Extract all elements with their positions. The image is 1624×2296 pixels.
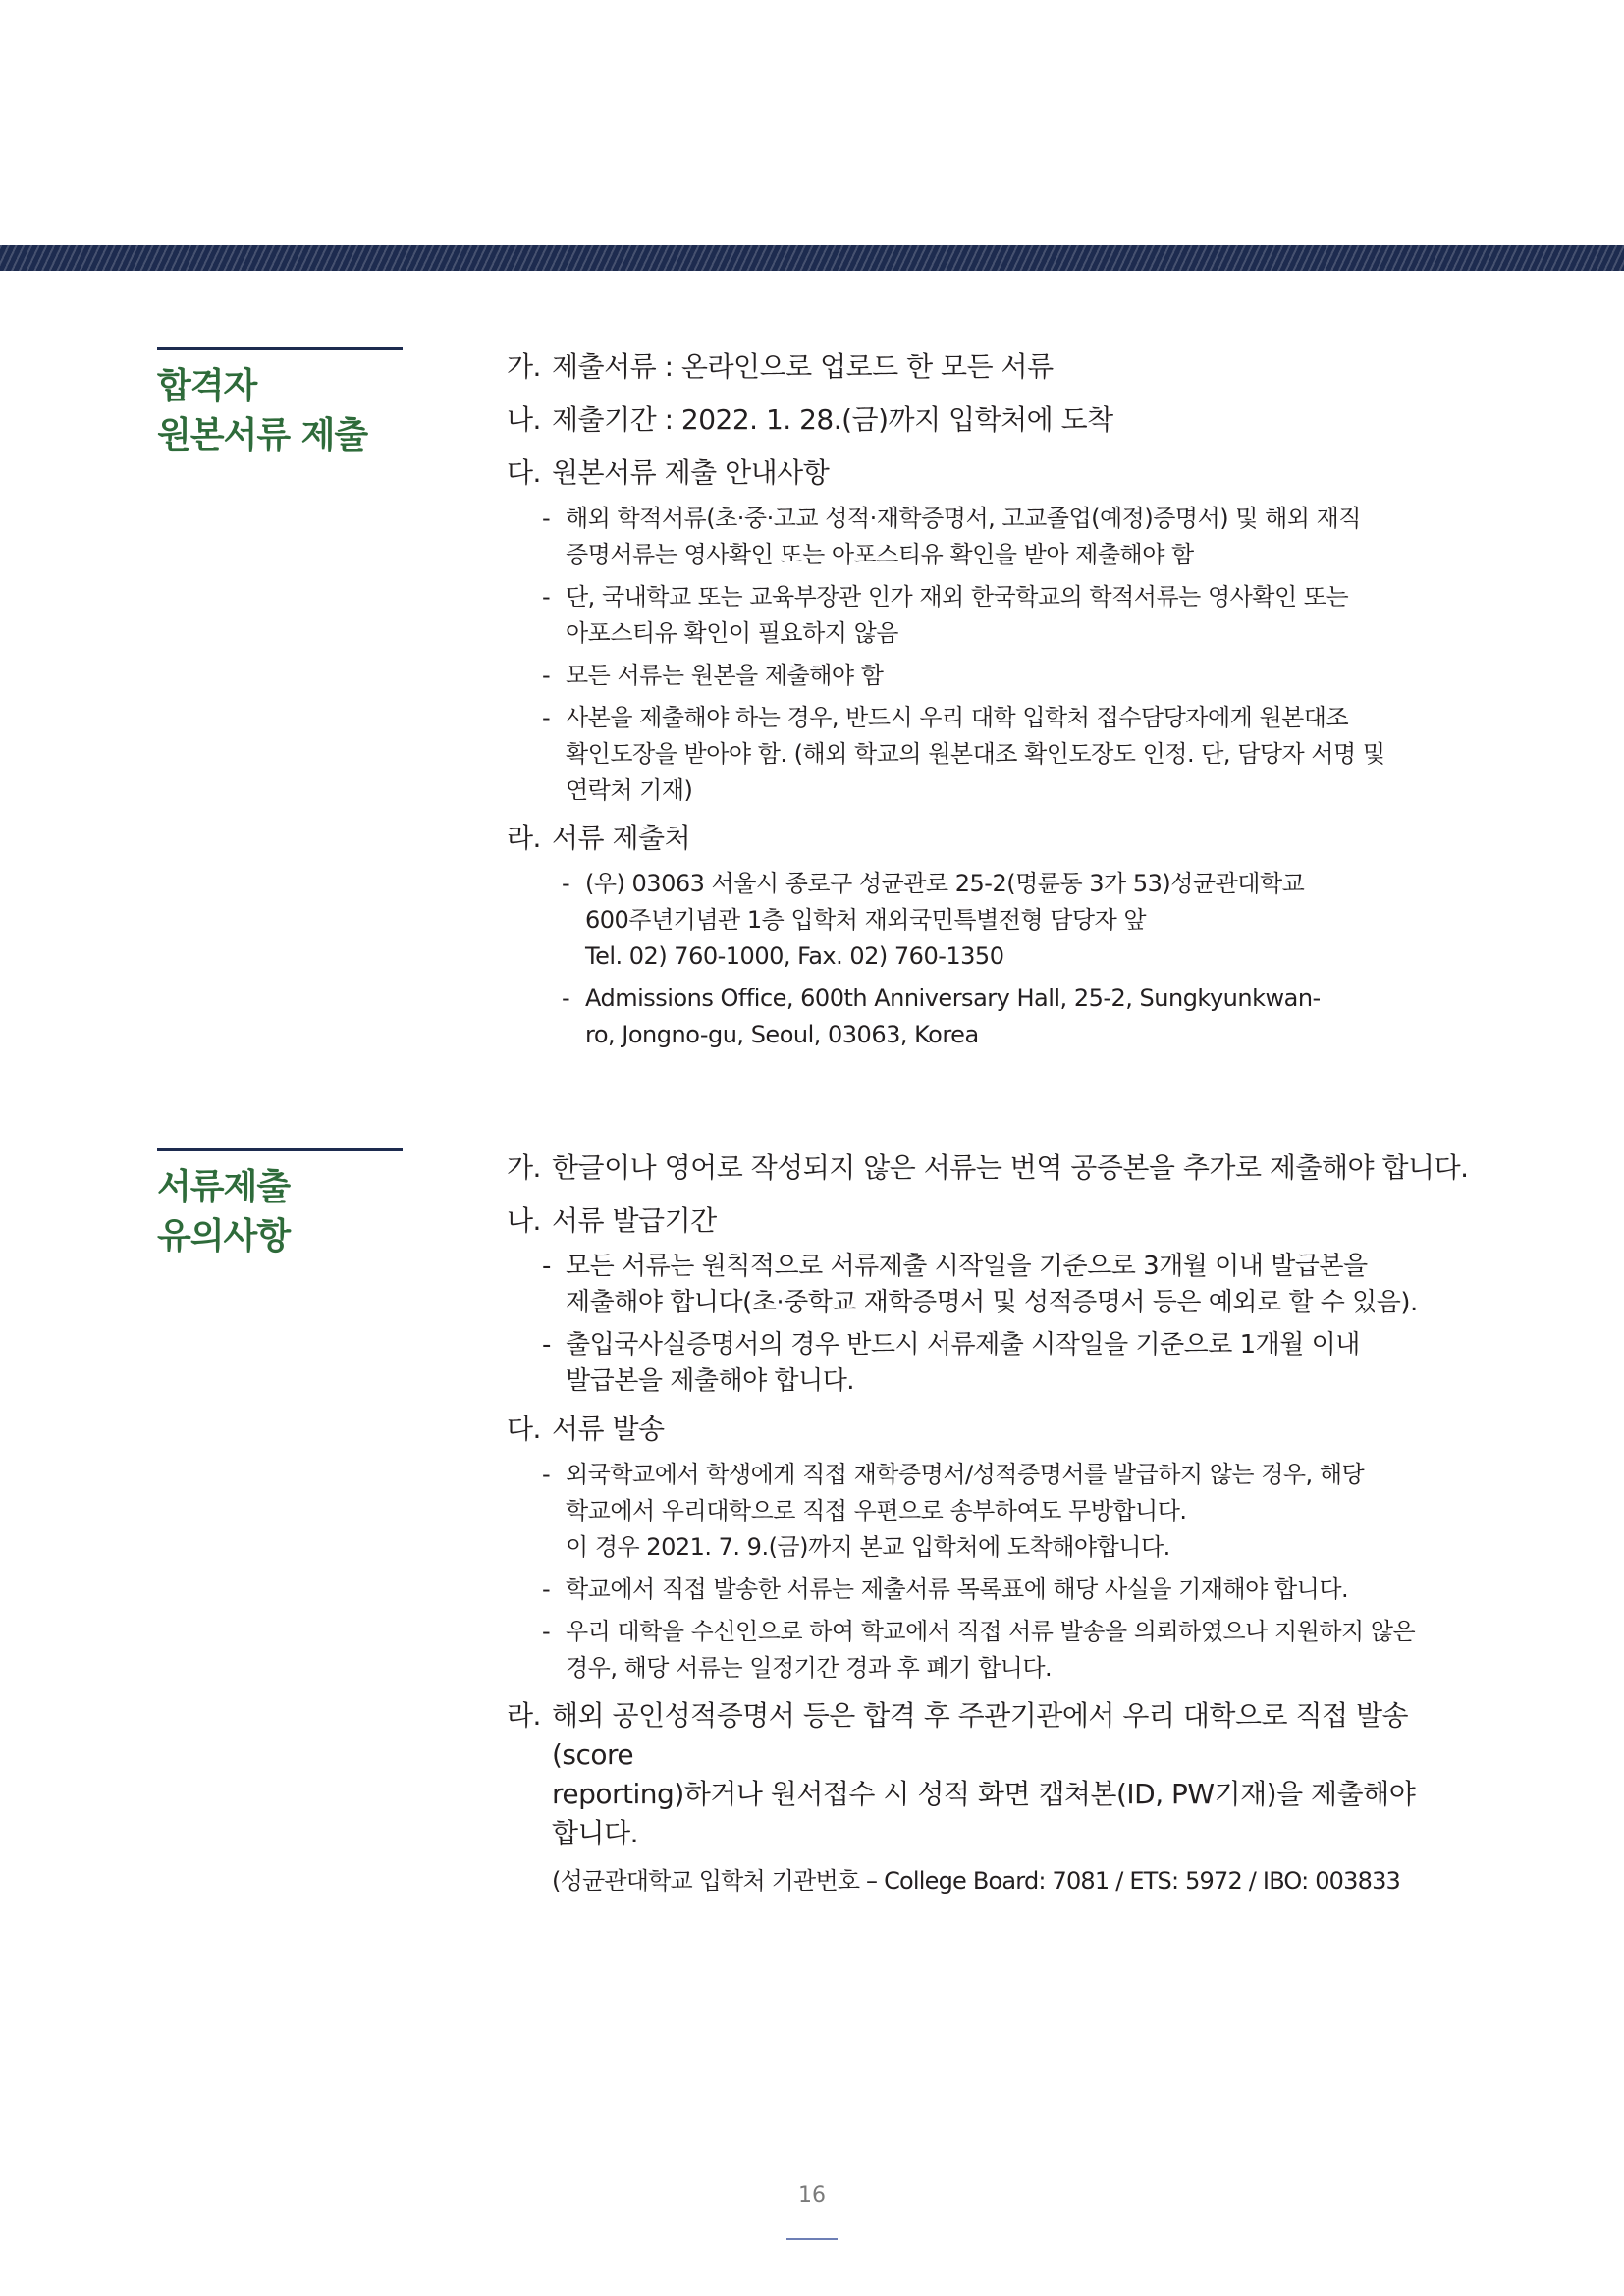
- page-number-rule: [786, 2238, 838, 2240]
- sub-item-address-korean: - (우) 03063 서울시 종로구 성균관로 25-2(명륜동 3가 53)성균관대학교 600주년기념관 1층 입학처 재외국민특별전형 담당자 앞 Tel. 02) 760-1000, Fax. 02) 760-1350: [562, 870, 1305, 970]
- sub-list: [507, 1457, 1479, 1686]
- sub-item: - 모든 서류는 원칙적으로 서류제출 시작일을 기준으로 3개월 이내 발급본을 제출해야 합니다(초·중학교 재학증명서 및 성적증명서 등은 예외로 할 수 있음).: [542, 1252, 1418, 1317]
- list-item: 라. 서류 제출처: [507, 822, 691, 854]
- list-item: 다. 원본서류 제출 안내사항: [507, 456, 830, 489]
- sub-item: - 모든 서류는 원본을 제출해야 함: [542, 662, 884, 689]
- page-number: 16: [798, 2183, 826, 2208]
- header-band: [0, 245, 1624, 271]
- sub-item-address-english: - Admissions Office, 600th Anniversary Hall, 25-2, Sungkyunkwan- ro, Jongno-gu, Seoul, 03063, Korea: [562, 985, 1321, 1048]
- list-item: 가. 한글이나 영어로 작성되지 않은 서류는 번역 공증본을 추가로 제출해야 합니다.: [507, 1151, 1469, 1184]
- sub-item: - 학교에서 직접 발송한 서류는 제출서류 목록표에 해당 사실을 기재해야 합니다.: [542, 1575, 1349, 1603]
- sub-item: - 출입국사실증명서의 경우 반드시 서류제출 시작일을 기준으로 1개월 이내 발급본을 제출해야 합니다.: [542, 1330, 1360, 1396]
- sub-item: - 우리 대학을 수신인으로 하여 학교에서 직접 서류 발송을 의뢰하였으나 지원하지 않은 경우, 해당 서류는 일정기간 경과 후 폐기 합니다.: [542, 1618, 1416, 1682]
- sub-list: [507, 1249, 1479, 1400]
- section-title-line2: 유의사항: [157, 1216, 291, 1256]
- sub-list: [507, 501, 1479, 809]
- section-body: [507, 347, 1479, 1063]
- list-item: 다. 서류 발송: [507, 1413, 665, 1445]
- section-title-line2: 원본서류 제출: [157, 415, 368, 455]
- list-item: 라. 해외 공인성적증명서 등은 합격 후 주관기관에서 우리 대학으로 직접 발송(score reporting)하거나 원서접수 시 성적 화면 캡쳐본(ID, PW기재)을 제출해야 합니다.: [507, 1699, 1416, 1849]
- sub-item: - 해외 학적서류(초·중·고교 성적·재학증명서, 고교졸업(예정)증명서) 및 해외 재직 증명서류는 영사확인 또는 아포스티유 확인을 받아 제출해야 함: [542, 505, 1361, 568]
- section-heading: [157, 1148, 403, 1261]
- section-title-line1: 합격자: [157, 366, 257, 406]
- sub-list: [507, 866, 1479, 1053]
- institution-code-note: (성균관대학교 입학처 기관번호 – College Board: 7081 / ETS: 5972 / IBO: 003833: [552, 1867, 1401, 1895]
- section-body: [507, 1148, 1479, 1898]
- list-item: 나. 제출기간 : 2022. 1. 28.(금)까지 입학처에 도착: [507, 403, 1113, 436]
- sub-item: - 단, 국내학교 또는 교육부장관 인가 재외 한국학교의 학적서류는 영사확인 또는 아포스티유 확인이 필요하지 않음: [542, 583, 1349, 647]
- section-title-line1: 서류제출: [157, 1167, 291, 1207]
- sub-item: - 사본을 제출해야 하는 경우, 반드시 우리 대학 입학처 접수담당자에게 원본대조 확인도장을 받아야 함. (해외 학교의 원본대조 확인도장도 인정. 단, 담당자 서명 및 연락처 기재): [542, 704, 1385, 804]
- list-item: 가. 제출서류 : 온라인으로 업로드 한 모든 서류: [507, 350, 1054, 383]
- section-heading: [157, 347, 403, 460]
- sub-item: - 외국학교에서 학생에게 직접 재학증명서/성적증명서를 발급하지 않는 경우, 해당 학교에서 우리대학으로 직접 우편으로 송부하여도 무방합니다. 이 경우 2021. 7. 9.(금)까지 본교 입학처에 도착해야합니다.: [542, 1461, 1365, 1561]
- list-item: 나. 서류 발급기간: [507, 1204, 717, 1237]
